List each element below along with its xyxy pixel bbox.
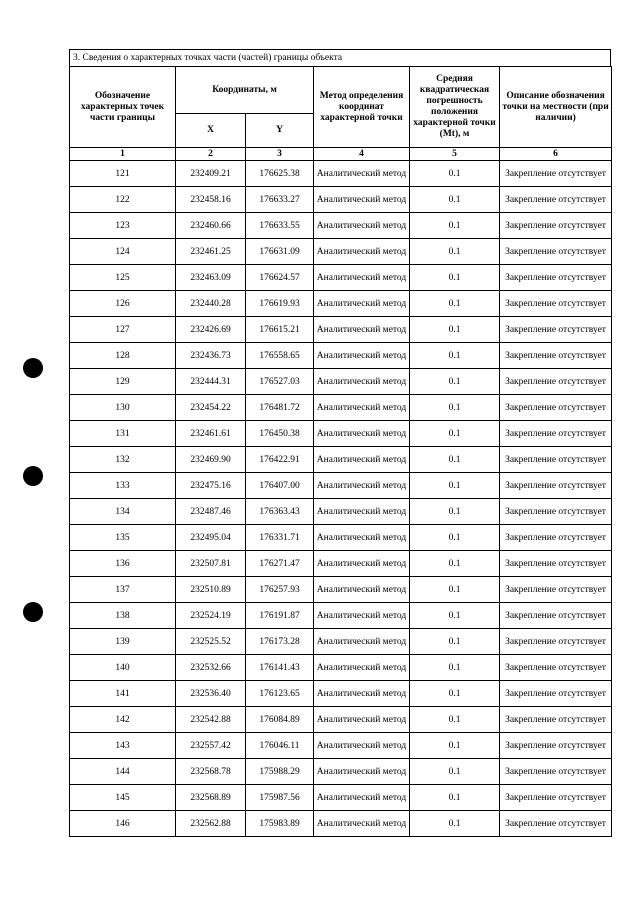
cell-x: 232409.21 [176, 161, 246, 187]
column-number: 3 [246, 148, 314, 161]
table-row [70, 421, 612, 447]
cell-x: 232463.09 [176, 265, 246, 291]
cell-error: 0.1 [410, 213, 500, 239]
cell-description: Закрепление отсутствует [500, 265, 612, 291]
cell-point: 131 [70, 421, 176, 447]
cell-description: Закрепление отсутствует [500, 681, 612, 707]
cell-x: 232458.16 [176, 187, 246, 213]
cell-y: 176407.00 [246, 473, 314, 499]
cell-point: 124 [70, 239, 176, 265]
cell-point: 130 [70, 395, 176, 421]
table-row [70, 187, 612, 213]
cell-method: Аналитический метод [314, 525, 410, 551]
cell-y: 176450.38 [246, 421, 314, 447]
cell-method: Аналитический метод [314, 187, 410, 213]
cell-description: Закрепление отсутствует [500, 473, 612, 499]
cell-x: 232525.52 [176, 629, 246, 655]
table-row [70, 525, 612, 551]
cell-error: 0.1 [410, 525, 500, 551]
cell-error: 0.1 [410, 733, 500, 759]
cell-y: 176084.89 [246, 707, 314, 733]
cell-description: Закрепление отсутствует [500, 395, 612, 421]
cell-description: Закрепление отсутствует [500, 551, 612, 577]
cell-error: 0.1 [410, 577, 500, 603]
cell-point: 134 [70, 499, 176, 525]
cell-error: 0.1 [410, 395, 500, 421]
cell-x: 232562.88 [176, 811, 246, 837]
cell-description: Закрепление отсутствует [500, 187, 612, 213]
table-row [70, 343, 612, 369]
cell-description: Закрепление отсутствует [500, 161, 612, 187]
cell-error: 0.1 [410, 291, 500, 317]
cell-point: 133 [70, 473, 176, 499]
cell-method: Аналитический метод [314, 733, 410, 759]
cell-description: Закрепление отсутствует [500, 785, 612, 811]
cell-point: 140 [70, 655, 176, 681]
cell-y: 176173.28 [246, 629, 314, 655]
cell-y: 176363.43 [246, 499, 314, 525]
cell-method: Аналитический метод [314, 577, 410, 603]
column-number: 6 [500, 148, 612, 161]
cell-point: 135 [70, 525, 176, 551]
cell-point: 139 [70, 629, 176, 655]
cell-method: Аналитический метод [314, 603, 410, 629]
table-row [70, 707, 612, 733]
cell-method: Аналитический метод [314, 421, 410, 447]
header-coordinates: Координаты, м [176, 67, 314, 114]
table-row [70, 395, 612, 421]
cell-point: 141 [70, 681, 176, 707]
cell-point: 128 [70, 343, 176, 369]
cell-description: Закрепление отсутствует [500, 291, 612, 317]
cell-error: 0.1 [410, 343, 500, 369]
cell-method: Аналитический метод [314, 785, 410, 811]
cell-y: 176625.38 [246, 161, 314, 187]
cell-error: 0.1 [410, 369, 500, 395]
cell-x: 232510.89 [176, 577, 246, 603]
cell-method: Аналитический метод [314, 265, 410, 291]
cell-point: 146 [70, 811, 176, 837]
cell-y: 176191.87 [246, 603, 314, 629]
table-row [70, 161, 612, 187]
section-caption: 3. Сведения о характерных точках части (частей) границы объекта [69, 49, 611, 66]
table-row [70, 499, 612, 525]
cell-point: 136 [70, 551, 176, 577]
cell-point: 122 [70, 187, 176, 213]
cell-error: 0.1 [410, 707, 500, 733]
table-row [70, 681, 612, 707]
cell-method: Аналитический метод [314, 681, 410, 707]
table-row [70, 369, 612, 395]
cell-y: 176624.57 [246, 265, 314, 291]
cell-x: 232440.28 [176, 291, 246, 317]
cell-x: 232495.04 [176, 525, 246, 551]
cell-method: Аналитический метод [314, 447, 410, 473]
cell-description: Закрепление отсутствует [500, 525, 612, 551]
cell-description: Закрепление отсутствует [500, 369, 612, 395]
table-row [70, 733, 612, 759]
cell-description: Закрепление отсутствует [500, 759, 612, 785]
table-row [70, 447, 612, 473]
cell-error: 0.1 [410, 603, 500, 629]
table-row [70, 629, 612, 655]
header-point-designation: Обозначение характерных точек части границы [70, 67, 176, 148]
cell-description: Закрепление отсутствует [500, 213, 612, 239]
cell-description: Закрепление отсутствует [500, 239, 612, 265]
cell-x: 232436.73 [176, 343, 246, 369]
cell-point: 138 [70, 603, 176, 629]
cell-y: 176422.91 [246, 447, 314, 473]
cell-method: Аналитический метод [314, 239, 410, 265]
cell-y: 176615.21 [246, 317, 314, 343]
cell-method: Аналитический метод [314, 343, 410, 369]
cell-description: Закрепление отсутствует [500, 811, 612, 837]
cell-description: Закрепление отсутствует [500, 733, 612, 759]
cell-point: 143 [70, 733, 176, 759]
cell-point: 144 [70, 759, 176, 785]
cell-description: Закрепление отсутствует [500, 603, 612, 629]
cell-x: 232536.40 [176, 681, 246, 707]
cell-x: 232475.16 [176, 473, 246, 499]
cell-error: 0.1 [410, 239, 500, 265]
table-row [70, 317, 612, 343]
column-number: 2 [176, 148, 246, 161]
cell-error: 0.1 [410, 447, 500, 473]
cell-method: Аналитический метод [314, 629, 410, 655]
cell-method: Аналитический метод [314, 499, 410, 525]
cell-error: 0.1 [410, 785, 500, 811]
cell-y: 176619.93 [246, 291, 314, 317]
table-row [70, 655, 612, 681]
cell-description: Закрепление отсутствует [500, 499, 612, 525]
cell-y: 175987.56 [246, 785, 314, 811]
cell-method: Аналитический метод [314, 317, 410, 343]
cell-description: Закрепление отсутствует [500, 317, 612, 343]
cell-description: Закрепление отсутствует [500, 629, 612, 655]
cell-y: 176257.93 [246, 577, 314, 603]
cell-point: 142 [70, 707, 176, 733]
cell-error: 0.1 [410, 681, 500, 707]
header-error: Средняя квадратическая погрешность положения характерной точки (Mt), м [410, 67, 500, 148]
cell-description: Закрепление отсутствует [500, 343, 612, 369]
document-sheet [69, 49, 611, 837]
cell-x: 232469.90 [176, 447, 246, 473]
cell-method: Аналитический метод [314, 473, 410, 499]
cell-point: 125 [70, 265, 176, 291]
cell-y: 176558.65 [246, 343, 314, 369]
header-y: Y [246, 114, 314, 148]
column-number: 4 [314, 148, 410, 161]
cell-method: Аналитический метод [314, 369, 410, 395]
cell-x: 232487.46 [176, 499, 246, 525]
cell-error: 0.1 [410, 655, 500, 681]
cell-y: 176141.43 [246, 655, 314, 681]
binder-hole-3 [23, 602, 43, 622]
cell-x: 232542.88 [176, 707, 246, 733]
cell-description: Закрепление отсутствует [500, 421, 612, 447]
cell-point: 126 [70, 291, 176, 317]
table-row [70, 265, 612, 291]
cell-x: 232524.19 [176, 603, 246, 629]
cell-method: Аналитический метод [314, 213, 410, 239]
cell-y: 176123.65 [246, 681, 314, 707]
cell-x: 232507.81 [176, 551, 246, 577]
cell-y: 176631.09 [246, 239, 314, 265]
cell-method: Аналитический метод [314, 551, 410, 577]
cell-x: 232557.42 [176, 733, 246, 759]
cell-error: 0.1 [410, 629, 500, 655]
table-row [70, 811, 612, 837]
cell-description: Закрепление отсутствует [500, 655, 612, 681]
table-row [70, 577, 612, 603]
table-row [70, 239, 612, 265]
cell-y: 176331.71 [246, 525, 314, 551]
cell-point: 127 [70, 317, 176, 343]
cell-description: Закрепление отсутствует [500, 707, 612, 733]
cell-point: 121 [70, 161, 176, 187]
cell-description: Закрепление отсутствует [500, 577, 612, 603]
cell-y: 176046.11 [246, 733, 314, 759]
cell-x: 232460.66 [176, 213, 246, 239]
cell-error: 0.1 [410, 499, 500, 525]
cell-error: 0.1 [410, 161, 500, 187]
cell-y: 176271.47 [246, 551, 314, 577]
header-method: Метод определения координат характерной точки [314, 67, 410, 148]
binder-hole-2 [23, 466, 43, 486]
column-number: 1 [70, 148, 176, 161]
cell-method: Аналитический метод [314, 811, 410, 837]
table-row [70, 473, 612, 499]
cell-x: 232461.61 [176, 421, 246, 447]
cell-description: Закрепление отсутствует [500, 447, 612, 473]
cell-point: 132 [70, 447, 176, 473]
cell-x: 232532.66 [176, 655, 246, 681]
table-row [70, 759, 612, 785]
cell-error: 0.1 [410, 421, 500, 447]
cell-error: 0.1 [410, 759, 500, 785]
cell-x: 232568.78 [176, 759, 246, 785]
cell-point: 145 [70, 785, 176, 811]
cell-x: 232426.69 [176, 317, 246, 343]
cell-y: 175988.29 [246, 759, 314, 785]
cell-point: 123 [70, 213, 176, 239]
cell-y: 176481.72 [246, 395, 314, 421]
binder-hole-1 [23, 358, 43, 378]
cell-method: Аналитический метод [314, 759, 410, 785]
cell-x: 232461.25 [176, 239, 246, 265]
cell-error: 0.1 [410, 187, 500, 213]
cell-y: 176633.27 [246, 187, 314, 213]
cell-y: 176633.55 [246, 213, 314, 239]
cell-method: Аналитический метод [314, 161, 410, 187]
column-number: 5 [410, 148, 500, 161]
boundary-points-table [69, 66, 612, 837]
cell-x: 232444.31 [176, 369, 246, 395]
cell-error: 0.1 [410, 811, 500, 837]
cell-method: Аналитический метод [314, 707, 410, 733]
cell-method: Аналитический метод [314, 291, 410, 317]
table-body [70, 161, 612, 837]
cell-y: 176527.03 [246, 369, 314, 395]
cell-point: 137 [70, 577, 176, 603]
header-x: X [176, 114, 246, 148]
cell-error: 0.1 [410, 265, 500, 291]
cell-error: 0.1 [410, 317, 500, 343]
cell-method: Аналитический метод [314, 395, 410, 421]
cell-point: 129 [70, 369, 176, 395]
table-row [70, 603, 612, 629]
table-row [70, 551, 612, 577]
cell-y: 175983.89 [246, 811, 314, 837]
cell-method: Аналитический метод [314, 655, 410, 681]
header-description: Описание обозначения точки на местности (при наличии) [500, 67, 612, 148]
table-row [70, 213, 612, 239]
cell-error: 0.1 [410, 473, 500, 499]
table-row [70, 785, 612, 811]
cell-x: 232454.22 [176, 395, 246, 421]
cell-error: 0.1 [410, 551, 500, 577]
table-row [70, 291, 612, 317]
cell-x: 232568.89 [176, 785, 246, 811]
